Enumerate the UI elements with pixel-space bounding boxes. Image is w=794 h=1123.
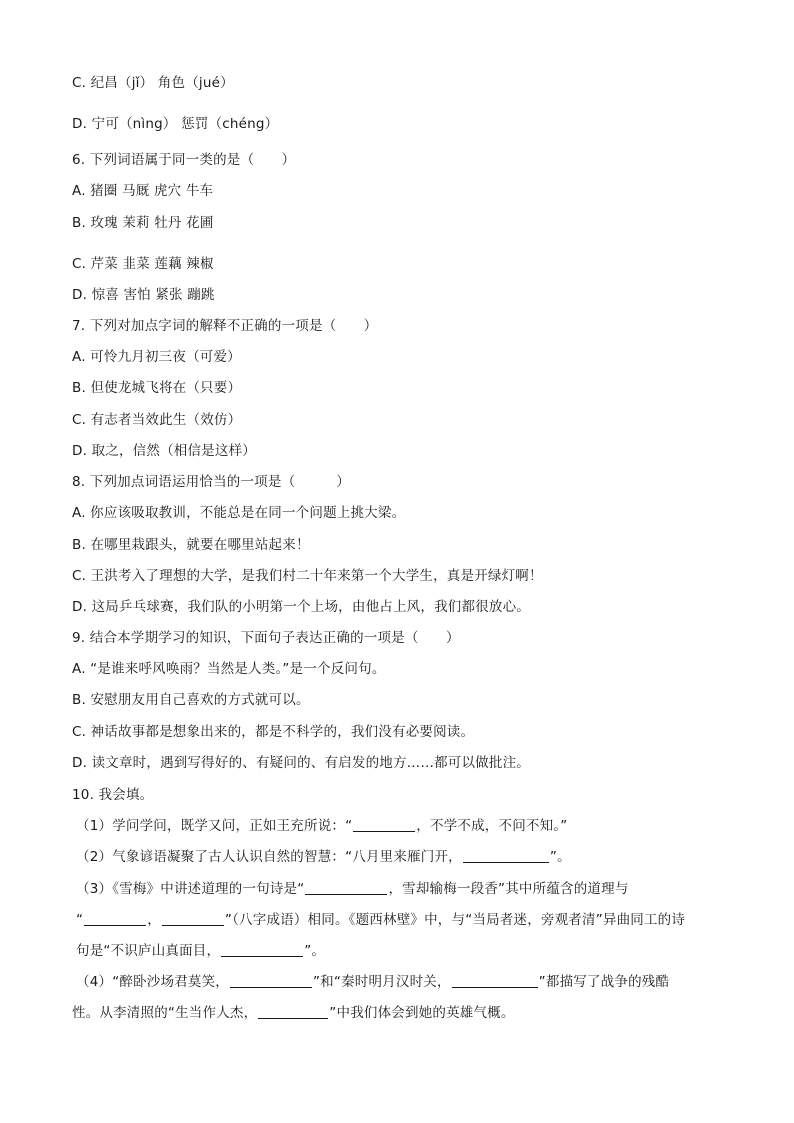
q10-item-1-text-a: （1）学问学问，既学又问，正如王充所说：“ — [76, 818, 353, 834]
q7-option-a: A. 可怜九月初三夜（可爱） — [72, 349, 241, 365]
answer-blank[interactable] — [463, 849, 549, 863]
q10-item-1 — [76, 817, 567, 835]
q10-item-3-text-g: ”。 — [304, 943, 326, 959]
q9-option-b: B. 安慰朋友用自己喜欢的方式就可以。 — [72, 692, 310, 708]
answer-blank[interactable] — [452, 974, 538, 988]
q8-question: 8. 下列加点词语运用恰当的一项是（ ） — [72, 474, 351, 490]
q10-item-2 — [76, 848, 571, 866]
q10-item-4-line-2 — [72, 1004, 515, 1022]
q8-option-a: A. 你应该吸取教训，不能总是在同一个问题上挑大梁。 — [72, 505, 406, 521]
q6-option-a: A. 猪圈 马厩 虎穴 牛车 — [72, 183, 214, 199]
answer-blank[interactable] — [305, 881, 387, 895]
q6-option-b: B. 玫瑰 茉莉 牡丹 花圃 — [72, 215, 214, 231]
q9-question: 9. 结合本学期学习的知识，下面句子表达正确的一项是（ ） — [72, 630, 460, 646]
q10-item-4-line-1 — [76, 973, 669, 991]
q7-option-c: C. 有志者当效此生（效仿） — [72, 412, 242, 428]
q10-item-3-line-2 — [76, 911, 685, 929]
q9-option-c: C. 神话故事都是想象出来的，都是不科学的，我们没有必要阅读。 — [72, 724, 475, 740]
q10-item-3-text-a: （3）《雪梅》中讲述道理的一句诗是“ — [76, 881, 305, 897]
q10-item-4-text-e: ”中我们体会到她的英雄气概。 — [329, 1005, 515, 1021]
answer-blank[interactable] — [258, 1005, 328, 1019]
q5-option-d: D. 宁可（nìng） 惩罚（chéng） — [72, 116, 279, 132]
q10-item-3-line-3 — [76, 942, 325, 960]
q10-question: 10. 我会填。 — [72, 787, 154, 803]
answer-blank[interactable] — [84, 912, 146, 926]
q8-option-b: B. 在哪里栽跟头，就要在哪里站起来！ — [72, 537, 310, 553]
q9-option-d: D. 读文章时，遇到写得好的、有疑问的、有启发的地方……都可以做批注。 — [72, 755, 530, 771]
q10-item-3-text-d: ， — [147, 912, 161, 928]
answer-blank[interactable] — [221, 943, 303, 957]
q10-item-4-text-b: ”和“秦时明月汉时关， — [312, 974, 451, 990]
q6-option-c: C. 芹菜 韭菜 莲藕 辣椒 — [72, 256, 214, 272]
q7-option-b: B. 但使龙城飞将在（只要） — [72, 380, 242, 396]
q7-option-d: D. 取之，信然（相信是这样） — [72, 443, 256, 459]
q10-item-1-text-b: ，不学不成，不问不知。” — [416, 818, 568, 834]
q10-item-2-text-a: （2）气象谚语凝聚了古人认识自然的智慧：“八月里来雁门开， — [76, 849, 462, 865]
answer-blank[interactable] — [162, 912, 224, 926]
answer-blank[interactable] — [353, 818, 415, 832]
q10-item-3-text-b: ，雪却输梅一段香”其中所蕴含的道理与 — [388, 881, 629, 897]
q10-item-4-text-c: ”都描写了战争的残酷 — [538, 974, 670, 990]
answer-blank[interactable] — [230, 974, 312, 988]
q8-option-d: D. 这局乒乓球赛，我们队的小明第一个上场，由他占上风，我们都很放心。 — [72, 599, 530, 615]
q9-option-a: A. “是谁来呼风唤雨？当然是人类。”是一个反问句。 — [72, 661, 386, 677]
q8-option-c: C. 王洪考入了理想的大学，是我们村二十年来第一个大学生，真是开绿灯啊！ — [72, 568, 543, 584]
q6-question: 6. 下列词语属于同一类的是（ ） — [72, 152, 296, 168]
q10-item-3-text-c: “ — [76, 912, 84, 928]
q7-question: 7. 下列对加点字词的解释不正确的一项是（ ） — [72, 318, 378, 334]
q10-item-2-text-b: ”。 — [549, 849, 571, 865]
q10-item-4-text-d: 性。从李清照的“生当作人杰， — [72, 1005, 258, 1021]
q6-option-d: D. 惊喜 害怕 紧张 蹦跳 — [72, 287, 215, 303]
q10-item-3-text-e: ”（八字成语）相同。《题西林壁》中，与“当局者迷，旁观者清”异曲同工的诗 — [224, 912, 686, 928]
q10-item-3-text-f: 句是“不识庐山真面目， — [76, 943, 221, 959]
q10-item-4-text-a: （4）“醉卧沙场君莫笑， — [76, 974, 229, 990]
q10-item-3-line-1 — [76, 880, 629, 898]
q5-option-c: C. 纪昌（jǐ） 角色（jué） — [72, 75, 234, 91]
